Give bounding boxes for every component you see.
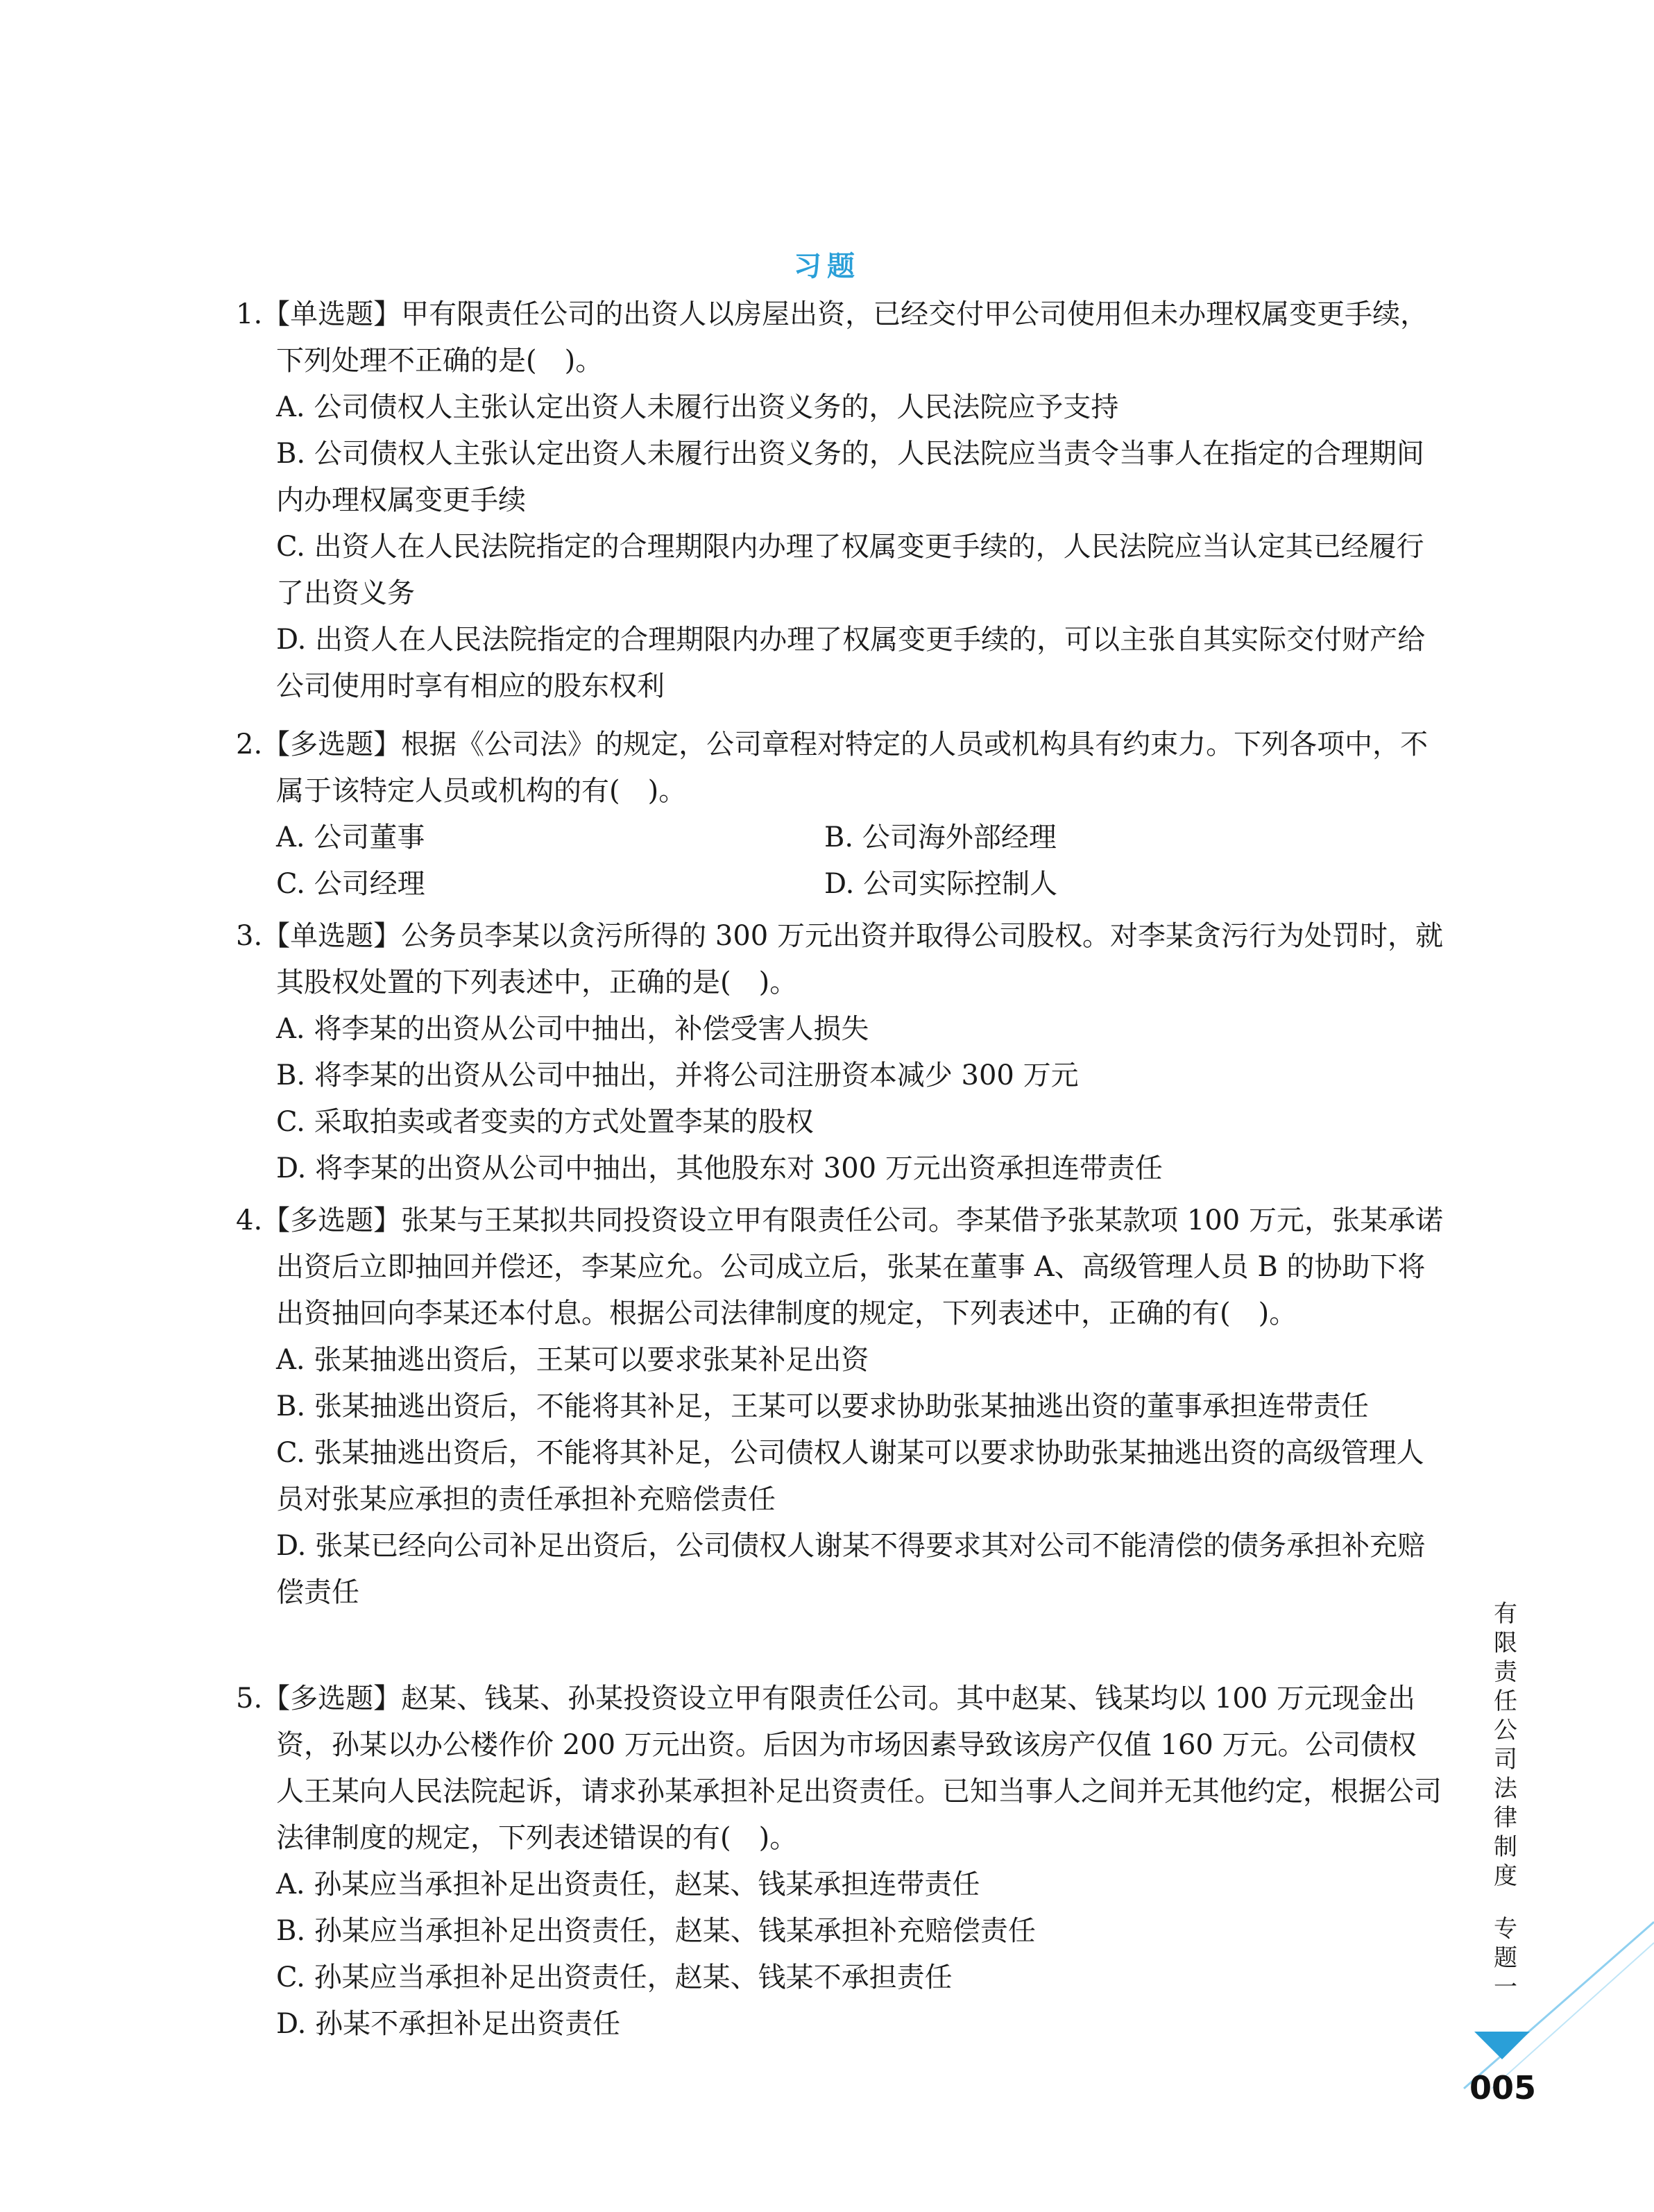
option-a: A. 孙某应当承担补足出资责任，赵某、钱某承担连带责任: [276, 1869, 980, 1900]
question-stem: 4.【多选题】张某与王某拟共同投资设立甲有限责任公司。李某借予张某款项 100 万元，张某承诺出资后立即抽回并偿还，李某应允。公司成立后，张某在董事 A、高级管理人员 B 的协助下将出资抽回向李某还本付息。根据公司法律制度的规定，下列表述中，正确的有( )。: [236, 1205, 1443, 1329]
topic-char: 一: [1494, 1973, 1517, 2001]
chapter-char: 限: [1494, 1629, 1517, 1657]
option-b: B. 张某抽逃出资后，不能将其补足，王某可以要求协助张某抽逃出资的董事承担连带责任: [276, 1390, 1369, 1422]
chapter-char: 度: [1494, 1862, 1517, 1890]
question-4: [236, 1198, 1443, 1616]
option-b: B. 公司海外部经理: [824, 822, 1057, 853]
chapter-char: 责: [1494, 1658, 1517, 1686]
option-a: A. 张某抽逃出资后，王某可以要求张某补足出资: [276, 1344, 869, 1376]
spacer: [1485, 1891, 1526, 1914]
option-d: D. 公司实际控制人: [824, 868, 1058, 900]
option-d: D. 出资人在人民法院指定的合理期限内办理了权属变更手续的，可以主张自其实际交付财产给公司使用时享有相应的股东权利: [276, 624, 1426, 702]
page-number: 005: [1469, 2069, 1537, 2107]
question-1: [236, 291, 1443, 710]
chapter-char: 公: [1494, 1717, 1517, 1744]
option-c: C. 公司经理: [276, 868, 425, 900]
question-stem: 5.【多选题】赵某、钱某、孙某投资设立甲有限责任公司。其中赵某、钱某均以 100 万元现金出资，孙某以办公楼作价 200 万元出资。后因为市场因素导致该房产仅值 160 万元。公司债权人王某向人民法院起诉，请求孙某承担补足出资责任。已知当事人之间并无其他约定，根据公司法律制度的规定，下列表述错误的有( )。: [236, 1683, 1442, 1854]
option-a: A. 将李某的出资从公司中抽出，补偿受害人损失: [276, 1013, 869, 1045]
option-c: C. 孙某应当承担补足出资责任，赵某、钱某不承担责任: [276, 1962, 953, 1993]
option-c: C. 出资人在人民法院指定的合理期限内办理了权属变更手续的，人民法院应当认定其已经履行了出资义务: [276, 531, 1424, 609]
question-stem: 3.【单选题】公务员李某以贪污所得的 300 万元出资并取得公司股权。对李某贪污行为处罚时，就其股权处置的下列表述中，正确的是( )。: [236, 920, 1443, 998]
chapter-char: 任: [1494, 1687, 1517, 1715]
topic-char: 专: [1494, 1915, 1517, 1943]
topic-char: 题: [1494, 1944, 1517, 1972]
question-stem: 2.【多选题】根据《公司法》的规定，公司章程对特定的人员或机构具有约束力。下列各项中，不属于该特定人员或机构的有( )。: [236, 729, 1429, 807]
question-5: [236, 1676, 1443, 2048]
option-a: A. 公司董事: [276, 822, 425, 853]
section-title: 习题: [794, 250, 860, 282]
option-c: C. 张某抽逃出资后，不能将其补足，公司债权人谢某可以要求协助张某抽逃出资的高级管理人员对张某应承担的责任承担补充赔偿责任: [276, 1437, 1424, 1515]
chapter-char: 制: [1494, 1833, 1517, 1861]
option-d: D. 张某已经向公司补足出资后，公司债权人谢某不得要求其对公司不能清偿的债务承担补充赔偿责任: [276, 1530, 1426, 1608]
question-stem: 1.【单选题】甲有限责任公司的出资人以房屋出资，已经交付甲公司使用但未办理权属变更手续，下列处理不正确的是( )。: [236, 298, 1429, 377]
chapter-char: 法: [1494, 1775, 1517, 1803]
option-a: A. 公司债权人主张认定出资人未履行出资义务的，人民法院应予支持: [276, 391, 1119, 423]
option-b: B. 公司债权人主张认定出资人未履行出资义务的，人民法院应当责令当事人在指定的合理期间内办理权属变更手续: [276, 438, 1424, 516]
chapter-char: 司: [1494, 1746, 1517, 1773]
chapter-char: 有: [1494, 1600, 1517, 1628]
chapter-side-tab: [1485, 1599, 1526, 2002]
chapter-char: 律: [1494, 1804, 1517, 1832]
option-d: D. 将李某的出资从公司中抽出，其他股东对 300 万元出资承担连带责任: [276, 1152, 1163, 1184]
question-3: [236, 913, 1443, 1192]
question-2: [236, 722, 1443, 908]
option-grid: [236, 815, 1443, 908]
option-b: B. 孙某应当承担补足出资责任，赵某、钱某承担补充赔偿责任: [276, 1915, 1036, 1947]
option-c: C. 采取拍卖或者变卖的方式处置李某的股权: [276, 1106, 814, 1138]
down-triangle-icon: [1474, 2032, 1530, 2059]
option-d: D. 孙某不承担补足出资责任: [276, 2008, 621, 2040]
option-b: B. 将李某的出资从公司中抽出，并将公司注册资本减少 300 万元: [276, 1060, 1079, 1091]
